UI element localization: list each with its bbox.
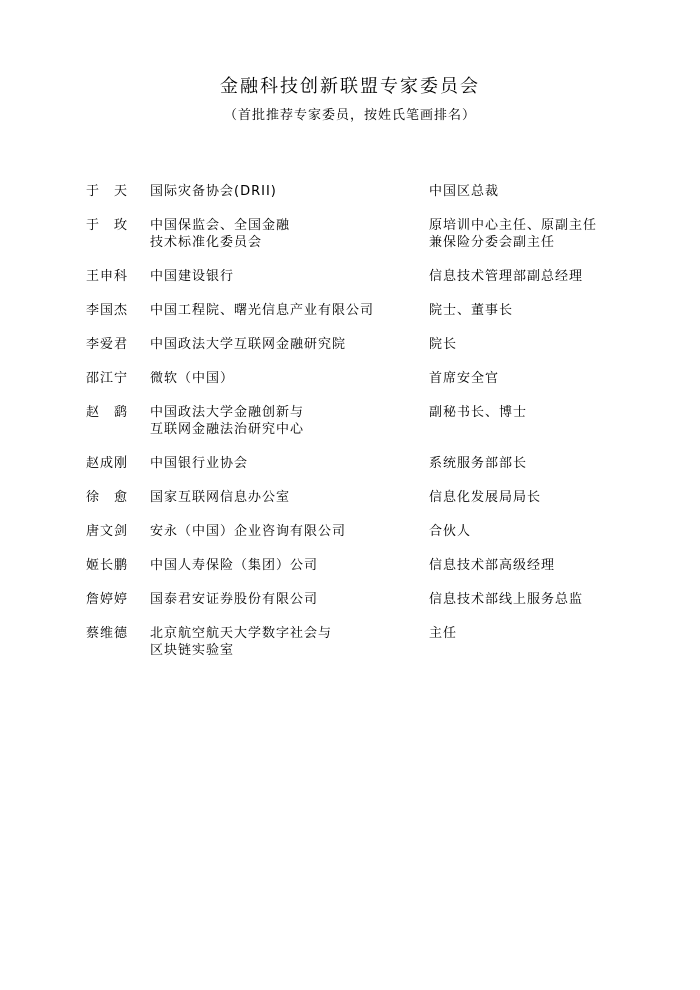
- title-line: 信息化发展局局长: [429, 490, 542, 505]
- organization-line: 微软（中国）: [150, 371, 235, 386]
- member-name: 徐 愈: [86, 490, 129, 505]
- organization-line: 互联网金融法治研究中心: [150, 422, 305, 437]
- title-line: 院长: [429, 337, 458, 352]
- member-organization: [150, 625, 420, 659]
- member-organization: [150, 268, 420, 285]
- member-row: [86, 370, 646, 404]
- title-line: 院士、董事长: [429, 303, 514, 318]
- member-organization: [150, 404, 420, 438]
- member-name: 王申科: [86, 269, 129, 284]
- member-row: [86, 183, 646, 217]
- member-name: 赵成刚: [86, 456, 129, 471]
- member-row: [86, 557, 646, 591]
- organization-line: 中国政法大学互联网金融研究院: [150, 337, 347, 352]
- member-title: [429, 217, 644, 251]
- member-row: [86, 404, 646, 455]
- document-title: 金融科技创新联盟专家委员会: [220, 76, 480, 97]
- member-title: [429, 489, 644, 506]
- title-line: 中国区总裁: [429, 184, 500, 199]
- member-organization: [150, 523, 420, 540]
- title-line: 首席安全官: [429, 371, 500, 386]
- member-name: 蔡维德: [86, 626, 129, 641]
- title-line: 信息技术管理部副总经理: [429, 269, 584, 284]
- organization-line: 国际灾备协会(DRII): [150, 184, 277, 199]
- member-name: 唐文剑: [86, 524, 129, 539]
- member-name: 詹婷婷: [86, 592, 129, 607]
- member-row: [86, 217, 646, 268]
- member-row: [86, 489, 646, 523]
- organization-line: 区块链实验室: [150, 643, 235, 658]
- member-organization: [150, 183, 420, 200]
- member-title: [429, 625, 644, 642]
- member-organization: [150, 557, 420, 574]
- member-organization: [150, 489, 420, 506]
- member-title: [429, 336, 644, 353]
- title-line: 主任: [429, 626, 458, 641]
- member-name: 李国杰: [86, 303, 129, 318]
- organization-line: 安永（中国）企业咨询有限公司: [150, 524, 347, 539]
- title-line: 兼保险分委会副主任: [429, 235, 556, 250]
- member-row: [86, 523, 646, 557]
- member-organization: [150, 455, 420, 472]
- member-organization: [150, 217, 420, 251]
- member-row: [86, 625, 646, 676]
- organization-line: 中国政法大学金融创新与: [150, 405, 305, 420]
- member-organization: [150, 336, 420, 353]
- document-subtitle: （首批推荐专家委员，按姓氏笔画排名）: [223, 108, 476, 123]
- organization-line: 中国建设银行: [150, 269, 235, 284]
- organization-line: 国家互联网信息办公室: [150, 490, 291, 505]
- title-line: 副秘书长、博士: [429, 405, 528, 420]
- member-row: [86, 336, 646, 370]
- title-line: 原培训中心主任、原副主任: [429, 218, 598, 233]
- organization-line: 北京航空航天大学数字社会与: [150, 626, 333, 641]
- title-line: 合伙人: [429, 524, 472, 539]
- member-title: [429, 404, 644, 421]
- member-title: [429, 591, 644, 608]
- member-title: [429, 183, 644, 200]
- member-title: [429, 557, 644, 574]
- member-name: 邵江宁: [86, 371, 129, 386]
- member-row: [86, 591, 646, 625]
- member-organization: [150, 591, 420, 608]
- organization-line: 中国人寿保险（集团）公司: [150, 558, 319, 573]
- member-title: [429, 268, 644, 285]
- title-line: 信息技术部线上服务总监: [429, 592, 584, 607]
- title-line: 信息技术部高级经理: [429, 558, 556, 573]
- member-row: [86, 455, 646, 489]
- member-list: [86, 183, 646, 676]
- member-row: [86, 268, 646, 302]
- member-name: 姬长鹏: [86, 558, 129, 573]
- member-name: 赵 鹞: [86, 405, 129, 420]
- organization-line: 国泰君安证券股份有限公司: [150, 592, 319, 607]
- member-name: 于 天: [86, 184, 129, 199]
- organization-line: 中国银行业协会: [150, 456, 249, 471]
- organization-line: 中国保监会、全国金融: [150, 218, 291, 233]
- member-title: [429, 302, 644, 319]
- organization-line: 技术标准化委员会: [150, 235, 263, 250]
- member-organization: [150, 370, 420, 387]
- title-line: 系统服务部部长: [429, 456, 528, 471]
- member-name: 于 玫: [86, 218, 129, 233]
- member-row: [86, 302, 646, 336]
- member-title: [429, 523, 644, 540]
- member-name: 李爱君: [86, 337, 129, 352]
- member-title: [429, 455, 644, 472]
- member-organization: [150, 302, 420, 319]
- member-title: [429, 370, 644, 387]
- organization-line: 中国工程院、曙光信息产业有限公司: [150, 303, 375, 318]
